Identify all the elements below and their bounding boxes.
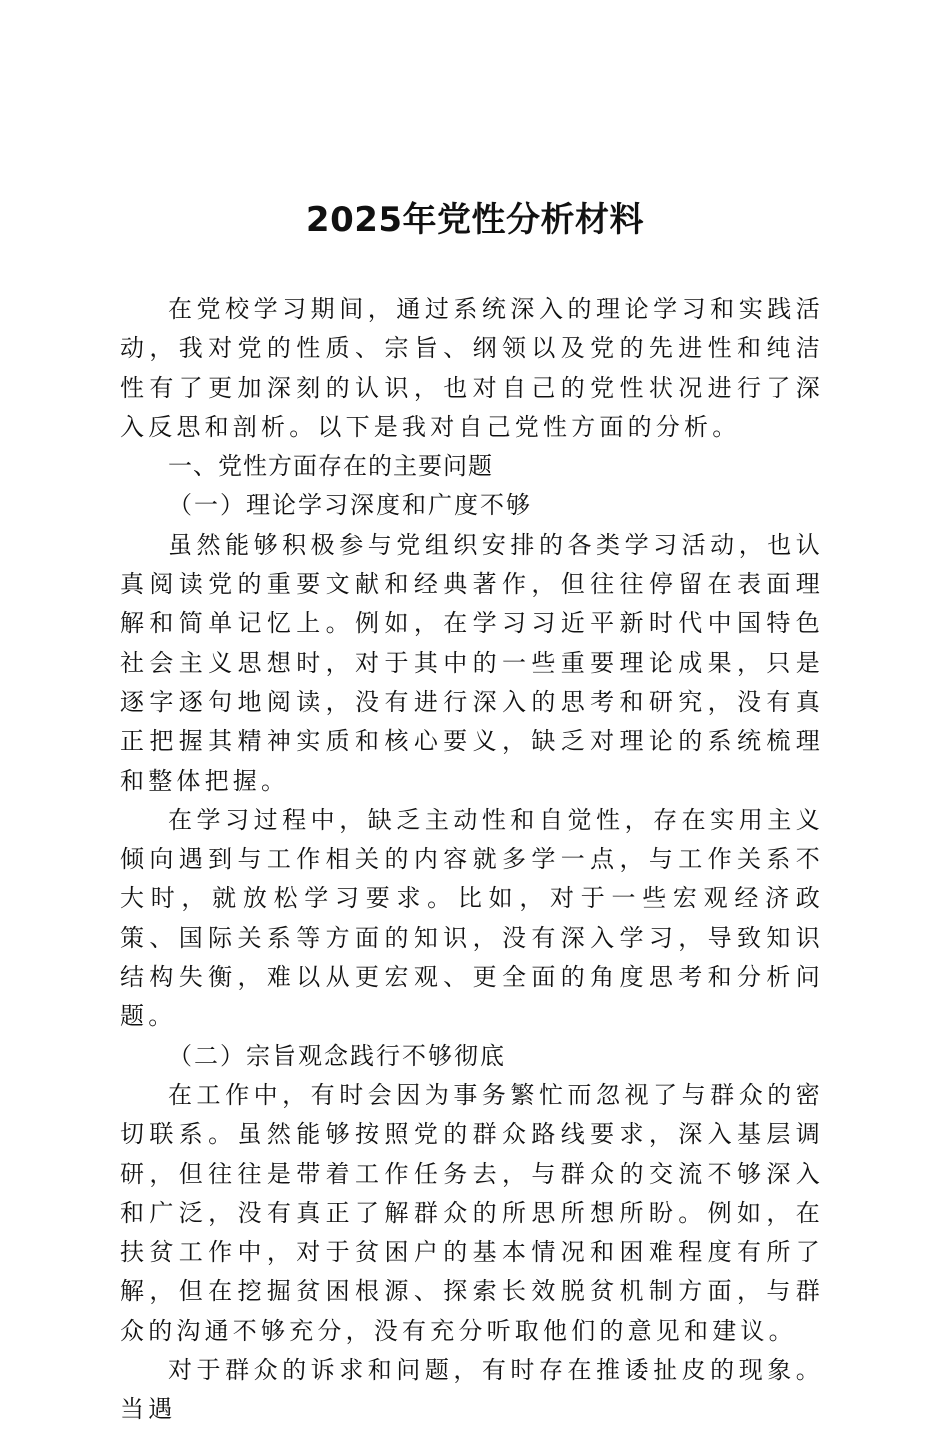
body-paragraph: 在工作中，有时会因为事务繁忙而忽视了与群众的密切联系。虽然能够按照党的群众路线要求，深入基层调研，但往往是带着工作任务去，与群众的交流不够深入和广泛，没有真正了解群众的所思所想所盼。例如，在扶贫工作中，对于贫困户的基本情况和困难程度有所了解，但在挖掘贫困根源、探索长效脱贫机制方面，与群众的沟通不够充分，没有充分听取他们的意见和建议。 [120,1080,824,1345]
body-paragraph: 在学习过程中，缺乏主动性和自觉性，存在实用主义倾向遇到与工作相关的内容就多学一点，与工作关系不大时，就放松学习要求。比如，对于一些宏观经济政策、国际关系等方面的知识，没有深入学习，导致知识结构失衡，难以从更宏观、更全面的角度思考和分析问题。 [120,805,824,1031]
body-paragraph: 虽然能够积极参与党组织安排的各类学习活动，也认真阅读党的重要文献和经典著作，但往往停留在表面理解和简单记忆上。例如，在学习习近平新时代中国特色社会主义思想时，对于其中的一些重要理论成果，只是逐字逐句地阅读，没有进行深入的思考和研究，没有真正把握其精神实质和核心要义，缺乏对理论的系统梳理和整体把握。 [120,530,824,795]
subsection-heading-2: （二）宗旨观念践行不够彻底 [168,1041,506,1070]
section-heading-1: 一、党性方面存在的主要问题 [168,452,493,481]
document-body [120,290,824,1430]
intro-paragraph: 在党校学习期间，通过系统深入的理论学习和实践活动，我对党的性质、宗旨、纲领以及党的先进性和纯洁性有了更加深刻的认识，也对自己的党性状况进行了深入反思和剖析。以下是我对自己党性方面的分析。 [120,295,824,441]
document-title: 2025年党性分析材料 [305,200,645,240]
subsection-heading-1: （一）理论学习深度和广度不够 [168,491,532,520]
body-paragraph: 对于群众的诉求和问题，有时存在推诿扯皮的现象。当遇 [120,1356,824,1424]
